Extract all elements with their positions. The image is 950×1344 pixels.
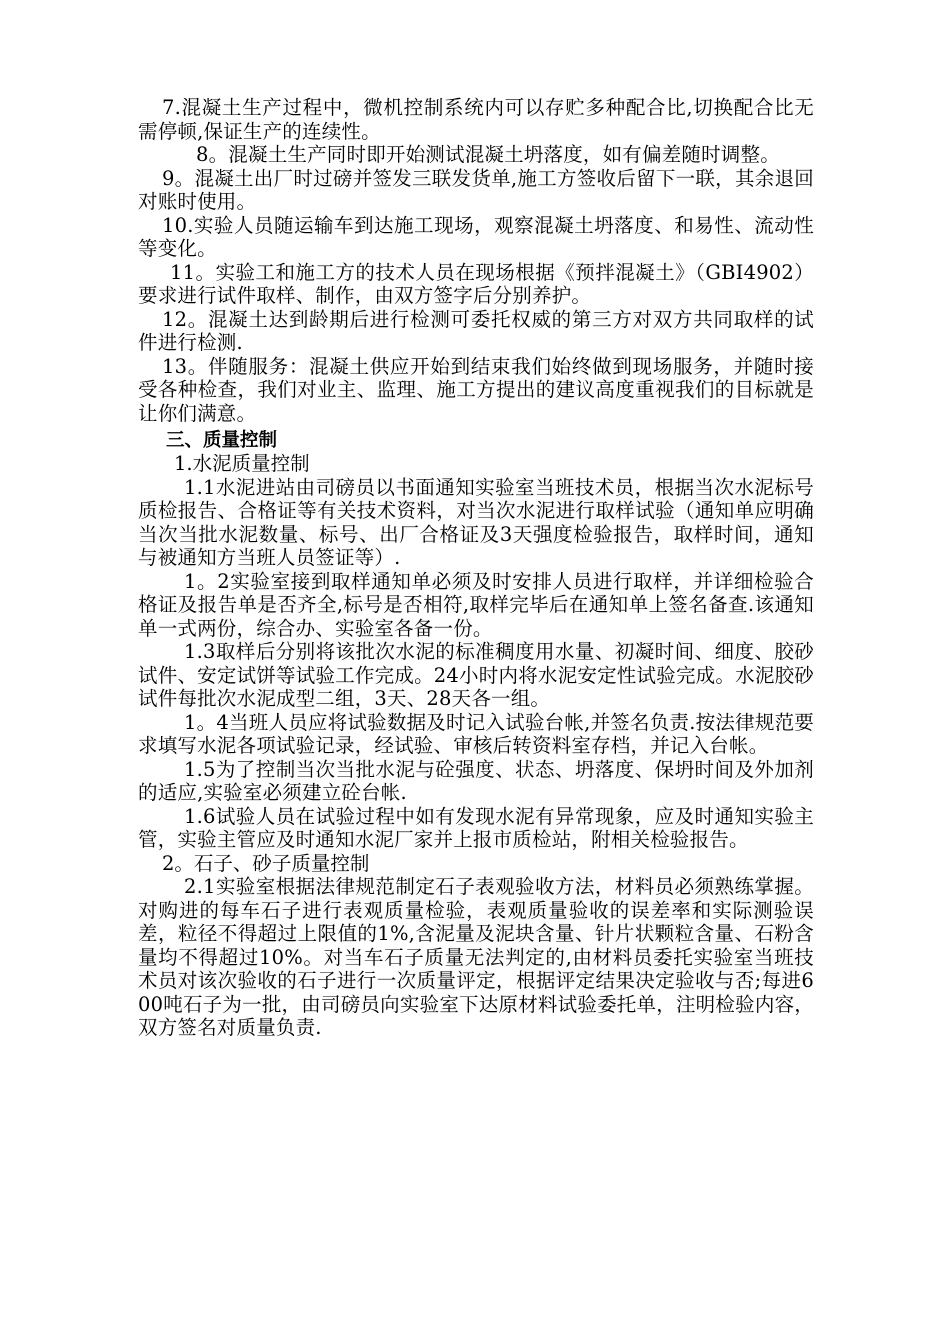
paragraph-1-6: 1.6试验人员在试验过程中如有发现水泥有异常现象，应及时通知实验主管，实验主管应及时通知水泥厂家并上报市质检站，附相关检验报告。 xyxy=(138,804,814,851)
subsection-cement-title: 1.水泥质量控制 xyxy=(174,452,310,475)
paragraph-2-1: 2.1实验室根据法律规范制定石子表观验收方法，材料员必须熟练掌握。对购进的每车石子进行表观质量检验，表观质量验收的误差率和实际测验误差，粒径不得超过上限值的1%,含泥量及泥块含量、针片状颗粒含量、石粉含量均不得超过10%。对当车石子质量无法判定的,由材料员委托实验室当班技术员对该次验收的石子进行一次质量评定，根据评定结果决定验收与否;每进600吨石子为一批，由司磅员向实验室下达原材料试验委托单，注明检验内容，双方签名对质量负责. xyxy=(138,875,814,1039)
section-heading: 三、质量控制 xyxy=(166,430,278,451)
paragraph-13: 13。伴随服务：混凝土供应开始到结束我们始终做到现场服务，并随时接受各种检查，我们对业主、监理、施工方提出的建议高度重视我们的目标就是让你们满意。 xyxy=(138,354,814,425)
paragraph-1-4: 1。4当班人员应将试验数据及时记入试验台帐,并签名负责.按法律规范要求填写水泥各项试验记录，经试验、审核后转资料室存档，并记入台帐。 xyxy=(138,710,814,757)
paragraph-9: 9。混凝土出厂时过磅并签发三联发货单,施工方签收后留下一联，其余退回对账时使用。 xyxy=(138,166,814,213)
paragraph-1-2: 1。2实验室接到取样通知单必须及时安排人员进行取样，并详细检验合格证及报告单是否齐全,标号是否相符,取样完毕后在通知单上签名备查.该通知单一式两份，综合办、实验室各备一份。 xyxy=(138,569,814,640)
paragraph-1-5: 1.5为了控制当次当批水泥与砼强度、状态、坍落度、保坍时间及外加剂的适应,实验室必须建立砼台帐. xyxy=(138,757,814,804)
paragraph-1-1: 1.1水泥进站由司磅员以书面通知实验室当班技术员，根据当次水泥标号质检报告、合格证等有关技术资料，对当次水泥进行取样试验（通知单应明确当次当批水泥数量、标号、出厂合格证及3天强度检验报告，取样时间，通知与被通知方当班人员签证等）. xyxy=(138,475,814,569)
paragraph-11: 11。实验工和施工方的技术人员在现场根据《预拌混凝土》（GBI4902）要求进行试件取样、制作，由双方签字后分别养护。 xyxy=(138,260,814,307)
paragraph-1-3: 1.3取样后分别将该批次水泥的标准稠度用水量、初凝时间、细度、胶砂试件、安定试饼等试验工作完成。24小时内将水泥安定性试验完成。水泥胶砂试件每批次水泥成型二组，3天、28天各一组。 xyxy=(138,640,814,710)
paragraph-10: 10.实验人员随运输车到达施工现场，观察混凝土坍落度、和易性、流动性等变化。 xyxy=(138,213,814,260)
document-page xyxy=(138,96,814,1040)
paragraph-7: 7.混凝土生产过程中，微机控制系统内可以存贮多种配合比,切换配合比无需停顿,保证生产的连续性。 xyxy=(138,96,814,143)
paragraph-12: 12。混凝土达到龄期后进行检测可委托权威的第三方对双方共同取样的试件进行检测. xyxy=(138,307,814,354)
subsection-aggregate-title: 2。石子、砂子质量控制 xyxy=(162,851,370,875)
paragraph-8: 8。混凝土生产同时即开始测试混凝土坍落度，如有偏差随时调整。 xyxy=(196,143,780,166)
